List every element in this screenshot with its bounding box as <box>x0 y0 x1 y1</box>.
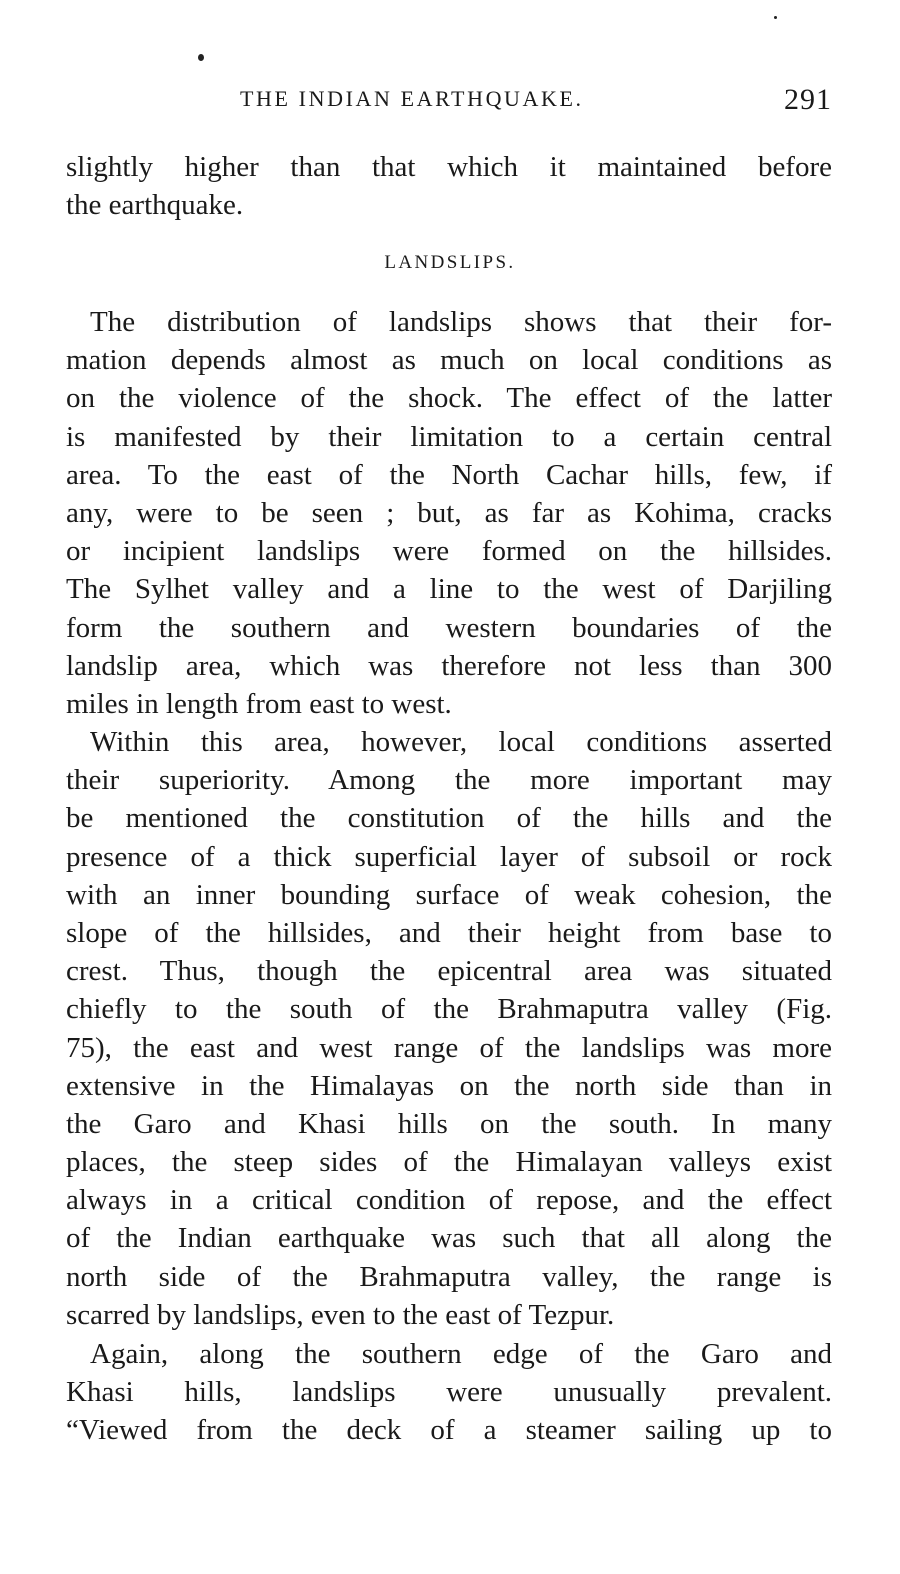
text-line: their superiority. Among the more important may <box>66 764 832 797</box>
text-line: landslip area, which was therefore not less than 300 <box>66 649 832 682</box>
text-line: The Sylhet valley and a line to the west of Darjiling <box>66 573 832 606</box>
continuation-text <box>66 148 832 224</box>
text-line: presence of a thick superficial layer of subsoil or rock <box>66 840 832 873</box>
text-line: crest. Thus, though the epicentral area was situated <box>66 955 832 988</box>
text-line: be mentioned the constitution of the hills and the <box>66 802 832 835</box>
text-line: any, were to be seen ; but, as far as Kohima, cracks <box>66 496 832 529</box>
text-line: chiefly to the south of the Brahmaputra valley (Fig. <box>66 993 832 1026</box>
paragraph-1 <box>66 303 832 723</box>
text-line: the Garo and Khasi hills on the south. In many <box>66 1107 832 1140</box>
text-line: of the Indian earthquake was such that all along the <box>66 1222 832 1255</box>
text-line: Again, along the southern edge of the Garo and <box>90 1338 832 1370</box>
page-number: 291 <box>784 83 832 116</box>
ink-speck <box>774 16 777 19</box>
text-line: “Viewed from the deck of a steamer sailing up to <box>66 1414 832 1447</box>
text-line: slope of the hillsides, and their height from base to <box>66 916 832 949</box>
paragraph-3 <box>66 1335 832 1450</box>
text-line: the earthquake. <box>66 189 244 222</box>
text-line: extensive in the Himalayas on the north side than in <box>66 1069 832 1102</box>
text-line: area. To the east of the North Cachar hills, few, if <box>66 458 832 491</box>
text-line: slightly higher than that which it maintained before <box>66 151 832 183</box>
running-head <box>66 83 832 120</box>
text-line: on the violence of the shock. The effect of the latter <box>66 382 832 415</box>
text-line: Khasi hills, landslips were unusually prevalent. <box>66 1376 832 1409</box>
text-line: is manifested by their limitation to a certain central <box>66 420 832 453</box>
text-line: scarred by landslips, even to the east of Tezpur. <box>66 1298 615 1331</box>
paragraph-2 <box>66 723 832 1334</box>
text-line: form the southern and western boundaries of the <box>66 611 832 644</box>
running-title: THE INDIAN EARTHQUAKE. <box>240 86 584 111</box>
text-line: always in a critical condition of repose, and the effect <box>66 1184 832 1217</box>
text-line: The distribution of landslips shows that their for- <box>90 306 832 338</box>
ink-speck <box>198 54 204 61</box>
text-line: mation depends almost as much on local conditions as <box>66 344 832 377</box>
section-heading: LANDSLIPS. <box>384 252 516 273</box>
text-line: with an inner bounding surface of weak cohesion, the <box>66 878 832 911</box>
text-line: Within this area, however, local conditions asserted <box>90 726 832 758</box>
text-line: north side of the Brahmaputra valley, the range is <box>66 1260 832 1293</box>
text-line: 75), the east and west range of the landslips was more <box>66 1031 832 1064</box>
text-line: or incipient landslips were formed on the hillsides. <box>66 535 832 568</box>
text-line: places, the steep sides of the Himalayan valleys exist <box>66 1146 832 1179</box>
text-line: miles in length from east to west. <box>66 687 452 720</box>
